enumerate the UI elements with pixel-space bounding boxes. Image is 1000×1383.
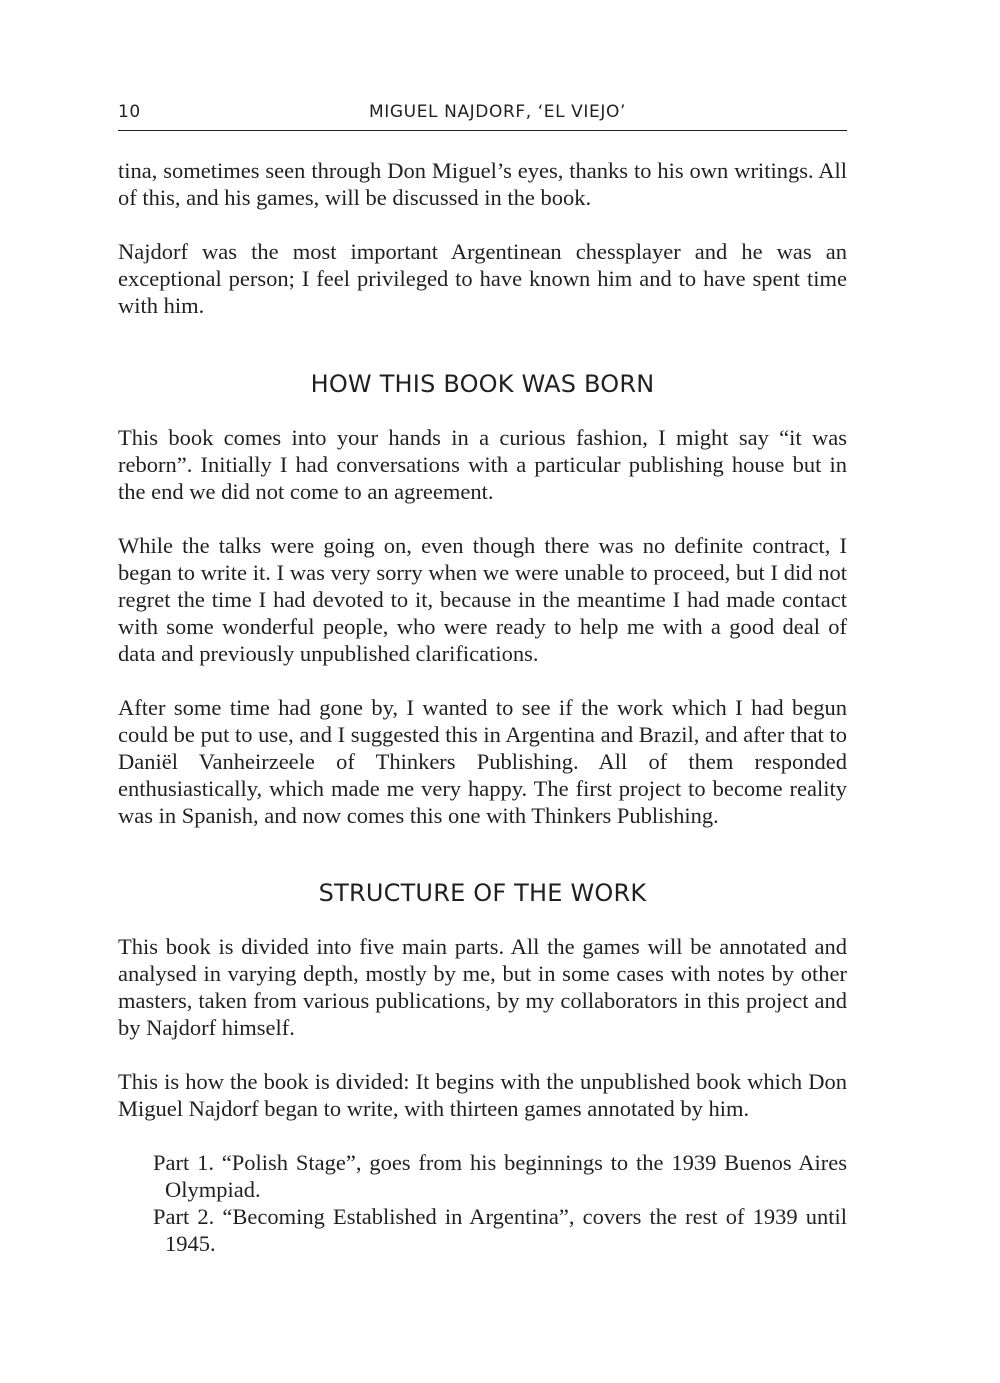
parts-list xyxy=(118,1149,847,1257)
body-paragraph: After some time had gone by, I wanted to see if the work which I had begun could be put to use, and I suggested this in Argentina and Brazil, and after that to Daniël Vanheirzeele of Thinkers Publishing. All of them responded enthusiastically, which made me very happy. The first project to become reality was in Spanish, and now comes this one with Thinkers Publishing. xyxy=(118,695,847,828)
book-page xyxy=(118,100,847,1257)
running-header xyxy=(118,100,847,131)
body-paragraph: This book is divided into five main parts. All the games will be annotated and analysed in varying depth, mostly by me, but in some cases with notes by other masters, taken from various publications, by my collaborators in this project and by Najdorf himself. xyxy=(118,934,847,1040)
intro-paragraph: tina, sometimes seen through Don Miguel’s eyes, thanks to his own writings. All of this, and his games, will be discussed in the book. xyxy=(118,158,847,210)
body-paragraph: This is how the book is divided: It begins with the unpublished book which Don Miguel Najdorf began to write, with thirteen games annotated by him. xyxy=(118,1069,847,1121)
page-number: 10 xyxy=(118,102,141,122)
part-item: Part 1. “Polish Stage”, goes from his beginnings to the 1939 Buenos Aires Olympiad. xyxy=(153,1150,847,1202)
section-heading-structure: STRUCTURE OF THE WORK xyxy=(318,879,647,907)
part-item: Part 2. “Becoming Established in Argentina”, covers the rest of 1939 until 1945. xyxy=(153,1204,847,1256)
section-heading-born: HOW THIS BOOK WAS BORN xyxy=(310,370,655,398)
body-paragraph: This book comes into your hands in a curious fashion, I might say “it was reborn”. Initially I had conversations with a particular publishing house but in the end we did not come to an agreement. xyxy=(118,425,847,504)
intro-paragraph: Najdorf was the most important Argentinean chessplayer and he was an exceptional person; I feel privileged to have known him and to have spent time with him. xyxy=(118,239,847,318)
running-title: MIGUEL NAJDORF, ‘EL VIEJO’ xyxy=(369,102,626,122)
body-paragraph: While the talks were going on, even though there was no definite contract, I began to write it. I was very sorry when we were unable to proceed, but I did not regret the time I had devoted to it, because in the meantime I had made contact with some wonderful people, who were ready to help me with a good deal of data and previously unpublished clarifications. xyxy=(118,533,847,666)
